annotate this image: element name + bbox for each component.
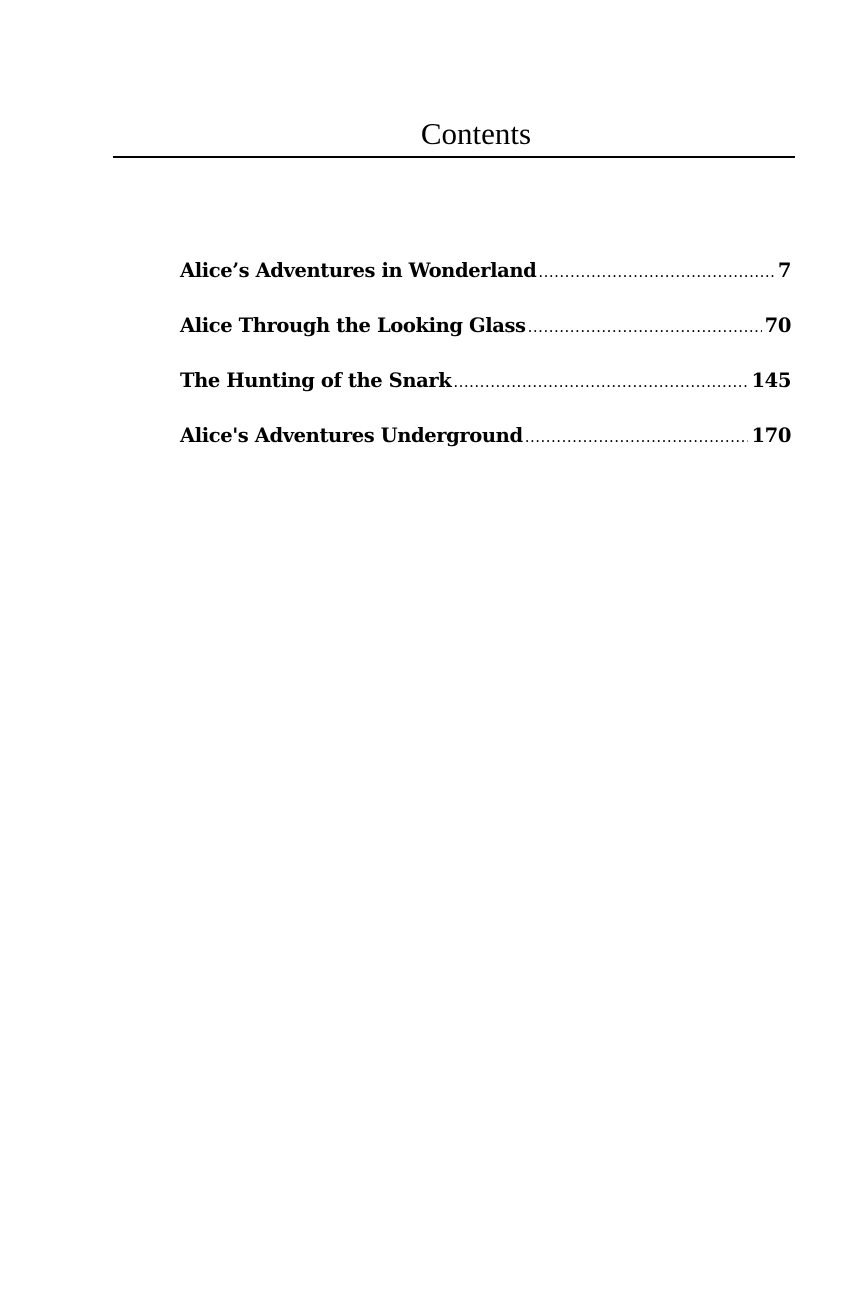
toc-entry[interactable] (180, 418, 791, 473)
toc-entry-title: The Hunting of the Snark (180, 369, 452, 392)
toc-entry-title: Alice Through the Looking Glass (180, 314, 526, 337)
toc-entry[interactable] (180, 308, 791, 363)
dot-leader (453, 364, 748, 400)
toc-entry-title: Alice’s Adventures in Wonderland (180, 259, 537, 282)
dot-leader (525, 419, 749, 455)
toc-entry-page-number: 145 (751, 369, 791, 392)
toc-entry-page-number: 170 (751, 424, 791, 447)
contents-heading (113, 112, 795, 158)
page-title: Contents (420, 116, 532, 151)
dot-leader (538, 254, 774, 290)
toc-entry[interactable] (180, 363, 791, 418)
toc-entry-title: Alice's Adventures Underground (180, 424, 523, 447)
table-of-contents (180, 253, 791, 473)
toc-entry-page-number: 70 (764, 314, 791, 337)
toc-entry-page-number: 7 (777, 259, 791, 282)
dot-leader (528, 309, 762, 345)
toc-entry[interactable] (180, 253, 791, 308)
